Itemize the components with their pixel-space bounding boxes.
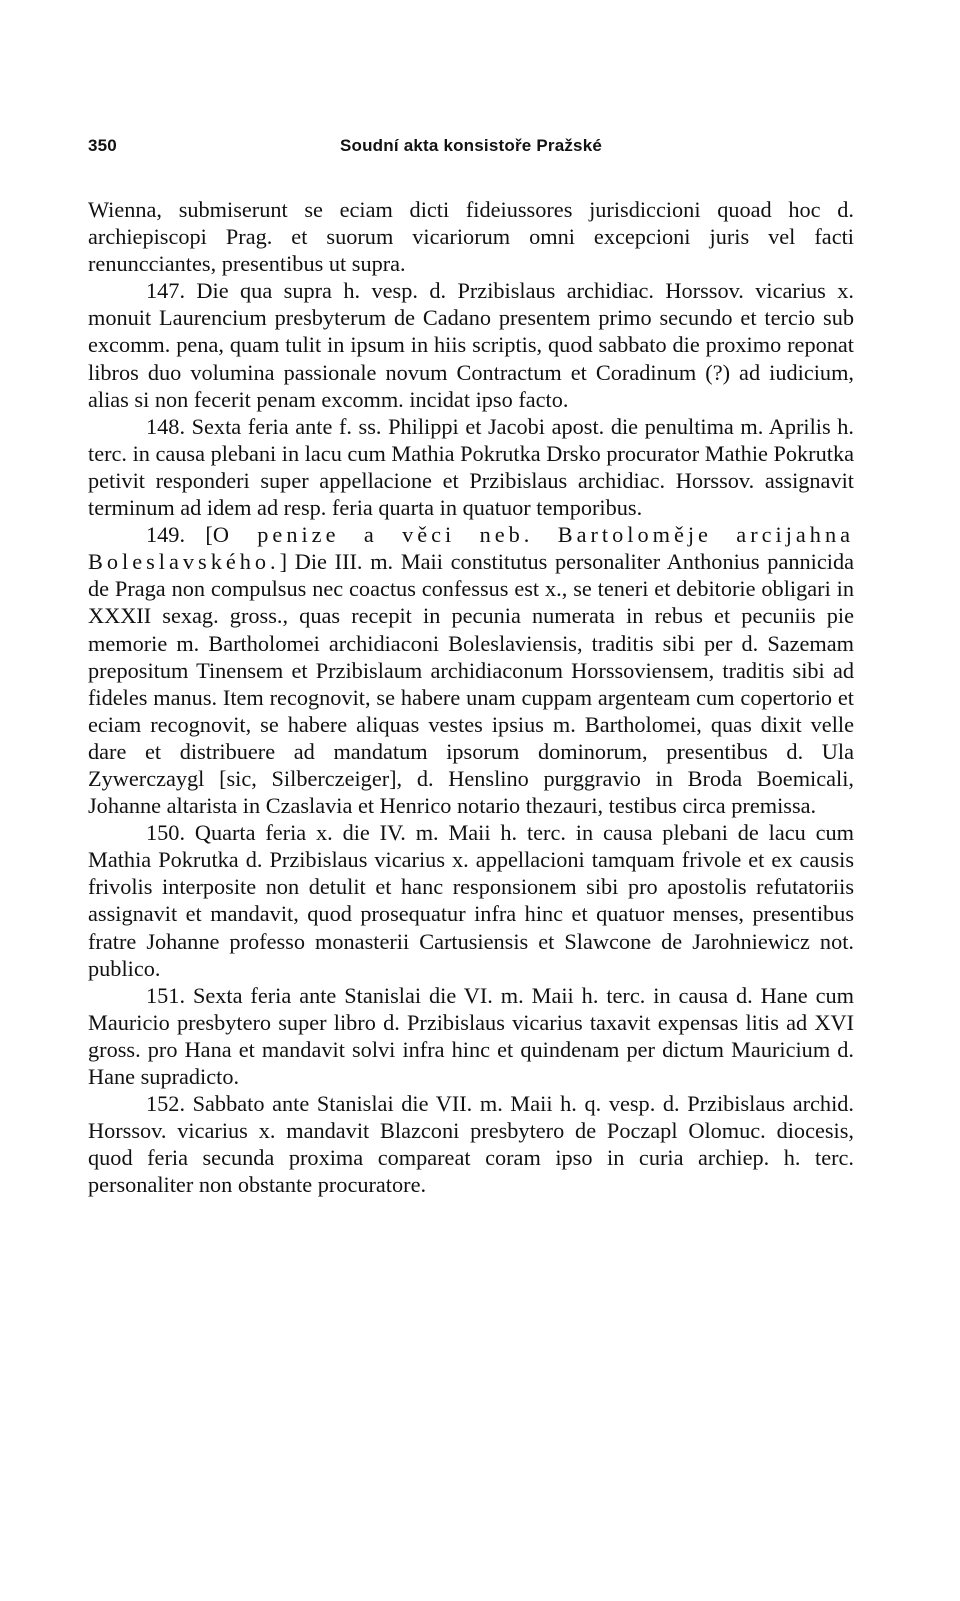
- running-head: [88, 136, 854, 162]
- entry-147: 147. Die qua supra h. vesp. d. Przibislaus archidiac. Horssov. vicarius x. monuit Laurencium presbyterum de Cadano presentem primo secundo et tercio sub excomm. pena, quam tulit in ipsum in hiis scriptis, quod sabbato die proximo reponat libros duo volumina passionale novum Contractum et Coradinum (?) ad iudicium, alias si non fecerit penam excomm. incidat ipso facto.: [88, 278, 854, 412]
- entry-148: 148. Sexta feria ante f. ss. Philippi et Jacobi apost. die penultima m. Aprilis h. terc. in causa plebani in lacu cum Mathia Pokrutka Drsko procurator Mathie Pokrutka petivit responderi super appellacione et Przibislaus archidiac. Horssov. assignavit terminum ad idem ad resp. feria quarta in quatuor temporibus.: [88, 413, 854, 521]
- entry-149-heading: O penize a věci neb. Bartoloměje arcijahna Boleslavského.: [88, 522, 854, 575]
- entry-152: 152. Sabbato ante Stanislai die VII. m. Maii h. q. vesp. d. Przibislaus archid. Horssov. vicarius x. mandavit Blazconi presbytero de Poczapl Olomuc. diocesis, quod feria secunda proxima compareat coram ipso in curia archiep. h. terc. personaliter non obstante procuratore.: [88, 1091, 854, 1198]
- book-page: [88, 136, 854, 1198]
- entry-150: 150. Quarta feria x. die IV. m. Maii h. terc. in causa plebani de lacu cum Mathia Pokrutka d. Przibislaus vicarius x. appellacioni tamquam frivole et ex causis frivolis interposite non detulit et hanc responsionem sibi pro apostolis refutatoriis assignavit et mandavit, quod prosequatur infra hinc et quatuor menses, presentibus fratre Johanne professo monasterii Cartusiensis et Slawcone de Jarohniewicz not. publico.: [88, 820, 854, 981]
- entry-149-number: 149. [: [146, 522, 213, 548]
- page-number: 350: [88, 136, 117, 155]
- body-text: [88, 196, 854, 1198]
- running-title: Soudní akta konsistoře Pražské: [339, 136, 603, 155]
- paragraph-continuation: Wienna, submiserunt se eciam dicti fideiussores jurisdiccioni quoad hoc d. archiepiscopi Prag. et suorum vicariorum omni excepcioni juris vel facti renuncciantes, presentibus ut supra.: [88, 197, 854, 277]
- entry-149-text: ] Die III. m. Maii constitutus personaliter Anthonius pannicida de Praga non compulsus nec coactus confessus est x., se teneri et debitorie obligari in XXXII sexag. gross., quas recepit in pecunia numerata in rebus et pecuniis pie memorie m. Bartholomei archidiaconi Boleslaviensis, traditis sibi per d. Sazemam prepositum Tinensem et Przibislaum archidiaconum Horssoviensem, traditis sibi ad fideles manus. Item recognovit, se habere unam cuppam argenteam cum copertorio et eciam recognovit, se habere aliquas vestes ipsius m. Bartholomei, quas dixit velle dare et distribuere ad mandatum ipsorum dominorum, presentibus d. Ula Zywerczaygl [sic, Silberczeiger], d. Henslino purggravio in Broda Boemicali, Johanne altarista in Czaslavia et Henrico notario thezauri, testibus circa premissa.: [88, 549, 854, 819]
- entry-151: 151. Sexta feria ante Stanislai die VI. m. Maii h. terc. in causa d. Hane cum Mauricio presbytero super libro d. Przibislaus vicarius taxavit expensas litis ad XVI gross. pro Hana et mandavit solvi infra hinc et quindenam per dictum Mauricium d. Hane supradicto.: [88, 982, 854, 1089]
- entry-149: [88, 521, 854, 819]
